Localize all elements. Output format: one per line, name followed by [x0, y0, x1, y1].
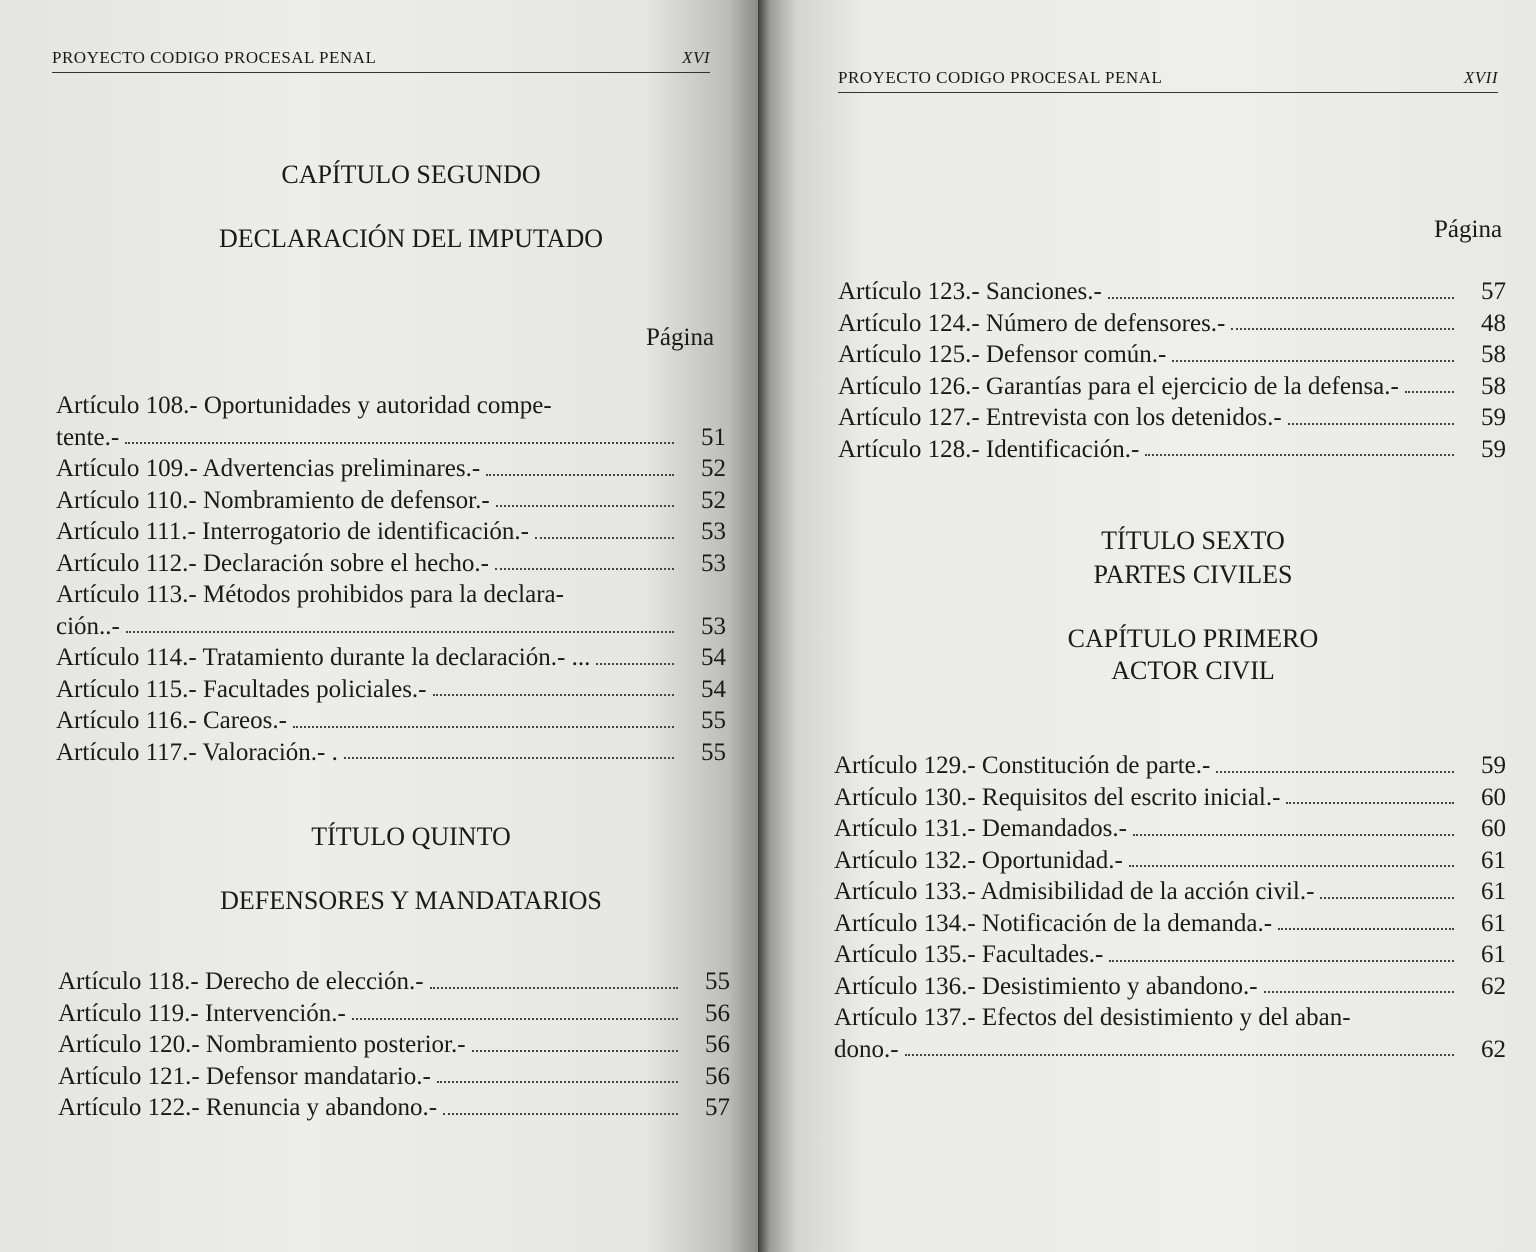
toc-page-number: 57	[1481, 278, 1506, 305]
left-toc-list-b	[58, 966, 730, 1124]
toc-entry-text: Artículo 119.- Intervención.-	[58, 999, 346, 1027]
toc-entry-text: Artículo 126.- Garantías para el ejercicio de la defensa.-	[838, 372, 1399, 400]
toc-entry	[56, 674, 726, 706]
toc-page-number: 53	[701, 518, 726, 545]
toc-leader-dots	[1172, 360, 1454, 362]
toc-leader-dots	[443, 1113, 678, 1115]
right-pagina-label: Página	[1434, 216, 1503, 243]
toc-entry-text: ción..-	[56, 612, 120, 640]
toc-page-number: 53	[701, 612, 726, 640]
toc-leader-dots	[430, 987, 678, 989]
toc-entry	[834, 750, 1506, 782]
toc-entry-text: Artículo 112.- Declaración sobre el hecho.-	[56, 549, 489, 577]
toc-leader-dots	[596, 663, 674, 665]
left-title-subheading: DEFENSORES Y MANDATARIOS	[220, 886, 602, 915]
toc-leader-dots	[1320, 897, 1454, 899]
toc-page-number: 62	[1481, 1035, 1506, 1063]
toc-page-number: 52	[701, 455, 726, 482]
right-title-heading: TÍTULO SEXTO	[1101, 526, 1285, 555]
left-chapter-title: DECLARACIÓN DEL IMPUTADO	[218, 224, 604, 253]
toc-leader-dots	[126, 631, 674, 633]
toc-entry	[838, 276, 1506, 308]
left-running-head	[52, 48, 710, 73]
toc-leader-dots	[433, 694, 675, 696]
toc-page-number: 61	[1481, 941, 1506, 968]
toc-entry-text: Artículo 128.- Identificación.-	[838, 435, 1140, 463]
toc-entry-text: Artículo 124.- Número de defensores.-	[838, 309, 1226, 337]
toc-leader-dots	[125, 442, 674, 444]
toc-leader-dots	[1286, 802, 1454, 804]
toc-leader-dots	[352, 1018, 678, 1020]
toc-entry-text: Artículo 125.- Defensor común.-	[838, 341, 1167, 368]
toc-entry	[58, 998, 730, 1030]
toc-leader-dots	[1264, 991, 1454, 993]
toc-entry-text: Artículo 122.- Renuncia y abandono.-	[58, 1094, 438, 1121]
toc-entry	[834, 845, 1506, 877]
toc-entry	[834, 971, 1506, 1003]
toc-page-number: 60	[1481, 783, 1506, 811]
right-toc-list-a	[838, 276, 1506, 465]
toc-entry	[56, 642, 726, 674]
toc-page-number: 51	[701, 423, 726, 451]
left-page	[0, 0, 758, 1252]
toc-leader-dots	[344, 757, 674, 759]
toc-leader-dots	[496, 505, 674, 507]
toc-entry-text: Artículo 135.- Facultades.-	[834, 941, 1104, 968]
toc-leader-dots	[1133, 834, 1454, 836]
toc-entry-text: Artículo 134.- Notificación de la demanda.-	[834, 909, 1273, 937]
toc-entry	[56, 579, 726, 611]
toc-leader-dots	[1145, 454, 1454, 456]
toc-page-number: 59	[1481, 435, 1506, 463]
toc-leader-dots	[905, 1054, 1454, 1056]
toc-page-number: 55	[701, 738, 726, 766]
toc-entry-text: Artículo 130.- Requisitos del escrito inicial.-	[834, 783, 1281, 811]
toc-entry	[838, 402, 1506, 434]
toc-page-number: 59	[1481, 404, 1506, 431]
toc-leader-dots	[1109, 960, 1454, 962]
toc-entry-text: Artículo 114.- Tratamiento durante la declaración.- ...	[56, 644, 591, 671]
toc-page-number: 48	[1481, 309, 1506, 337]
toc-page-number: 54	[701, 675, 726, 703]
toc-entry	[834, 876, 1506, 908]
right-page	[758, 0, 1536, 1252]
toc-entry	[56, 548, 726, 580]
toc-entry-text: Artículo 116.- Careos.-	[56, 707, 287, 734]
toc-entry-text: Artículo 131.- Demandados.-	[834, 815, 1127, 842]
right-title-subheading: PARTES CIVILES	[1093, 560, 1293, 589]
toc-entry-text: Artículo 113.- Métodos prohibidos para la declara-	[56, 581, 564, 608]
toc-leader-dots	[1405, 391, 1454, 393]
toc-entry-text: Artículo 133.- Admisibilidad de la acción civil.-	[834, 878, 1315, 905]
toc-entry-text: Artículo 129.- Constitución de parte.-	[834, 752, 1211, 779]
toc-entry-text: Artículo 109.- Advertencias preliminares.-	[56, 455, 481, 482]
toc-leader-dots	[1216, 771, 1454, 773]
toc-entry-text: Artículo 108.- Oportunidades y autoridad compe-	[56, 392, 552, 419]
toc-entry	[56, 705, 726, 737]
toc-entry	[56, 485, 726, 517]
toc-entry	[56, 611, 726, 643]
toc-entry-text: dono.-	[834, 1035, 899, 1063]
toc-entry	[838, 371, 1506, 403]
left-folio: XVI	[682, 48, 710, 67]
toc-leader-dots	[293, 726, 674, 728]
toc-page-number: 59	[1481, 752, 1506, 779]
toc-page-number: 53	[701, 549, 726, 577]
toc-leader-dots	[472, 1050, 678, 1052]
toc-page-number: 58	[1481, 341, 1506, 368]
toc-entry-text: Artículo 127.- Entrevista con los detenidos.-	[838, 404, 1282, 431]
toc-page-number: 56	[705, 1031, 730, 1058]
toc-entry-text: Artículo 121.- Defensor mandatario.-	[58, 1062, 431, 1090]
toc-entry-text: Artículo 117.- Valoración.- .	[56, 738, 338, 766]
toc-entry	[58, 1061, 730, 1093]
toc-entry	[838, 308, 1506, 340]
toc-entry	[56, 422, 726, 454]
toc-page-number: 62	[1481, 972, 1506, 1000]
toc-entry	[58, 1092, 730, 1124]
toc-entry-text: tente.-	[56, 423, 120, 451]
toc-page-number: 61	[1481, 878, 1506, 905]
toc-entry-text: Artículo 136.- Desistimiento y abandono.-	[834, 972, 1258, 1000]
toc-entry	[838, 434, 1506, 466]
toc-page-number: 61	[1481, 909, 1506, 937]
toc-entry	[56, 453, 726, 485]
right-chapter-heading: CAPÍTULO PRIMERO	[1067, 624, 1319, 653]
toc-entry	[56, 737, 726, 769]
toc-page-number: 58	[1481, 372, 1506, 400]
toc-page-number: 56	[705, 1062, 730, 1090]
toc-entry-text: Artículo 110.- Nombramiento de defensor.-	[56, 486, 490, 514]
toc-leader-dots	[486, 474, 674, 476]
toc-page-number: 54	[701, 644, 726, 671]
right-folio: XVII	[1463, 68, 1498, 87]
toc-page-number: 57	[705, 1094, 730, 1121]
toc-leader-dots	[1231, 328, 1454, 330]
toc-entry-text: Artículo 132.- Oportunidad.-	[834, 846, 1123, 874]
toc-entry	[56, 390, 726, 422]
toc-entry-text: Artículo 123.- Sanciones.-	[838, 278, 1102, 305]
toc-entry	[834, 1034, 1506, 1066]
left-pagina-label: Página	[646, 324, 715, 351]
toc-leader-dots	[535, 537, 674, 539]
toc-entry-text: Artículo 111.- Interrogatorio de identificación.-	[56, 518, 529, 545]
right-running-head-title: PROYECTO CODIGO PROCESAL PENAL	[838, 68, 1163, 87]
left-toc-list-a	[56, 390, 726, 768]
toc-entry	[58, 966, 730, 998]
toc-entry	[834, 782, 1506, 814]
toc-page-number: 55	[705, 968, 730, 995]
toc-entry-text: Artículo 118.- Derecho de elección.-	[58, 968, 424, 995]
toc-entry	[838, 339, 1506, 371]
toc-leader-dots	[1278, 928, 1454, 930]
toc-page-number: 55	[701, 707, 726, 734]
left-running-head-title: PROYECTO CODIGO PROCESAL PENAL	[52, 48, 377, 67]
toc-page-number: 61	[1481, 846, 1506, 874]
toc-entry	[834, 939, 1506, 971]
toc-entry	[834, 813, 1506, 845]
toc-page-number: 52	[701, 486, 726, 514]
right-chapter-title: ACTOR CIVIL	[1111, 656, 1275, 685]
right-running-head	[838, 68, 1498, 93]
toc-leader-dots	[1108, 297, 1454, 299]
left-title-heading: TÍTULO QUINTO	[311, 822, 511, 851]
toc-leader-dots	[1129, 865, 1454, 867]
toc-entry	[834, 1002, 1506, 1034]
right-toc-list-b	[834, 750, 1506, 1065]
left-chapter-heading: CAPÍTULO SEGUNDO	[281, 160, 541, 189]
toc-leader-dots	[495, 568, 674, 570]
toc-leader-dots	[1288, 423, 1454, 425]
toc-page-number: 56	[705, 999, 730, 1027]
toc-leader-dots	[437, 1081, 678, 1083]
toc-entry	[56, 516, 726, 548]
toc-entry-text: Artículo 120.- Nombramiento posterior.-	[58, 1031, 466, 1058]
toc-entry	[58, 1029, 730, 1061]
toc-entry-text: Artículo 137.- Efectos del desistimiento y del aban-	[834, 1004, 1351, 1031]
toc-entry-text: Artículo 115.- Facultades policiales.-	[56, 675, 427, 703]
toc-entry	[834, 908, 1506, 940]
toc-page-number: 60	[1481, 815, 1506, 842]
